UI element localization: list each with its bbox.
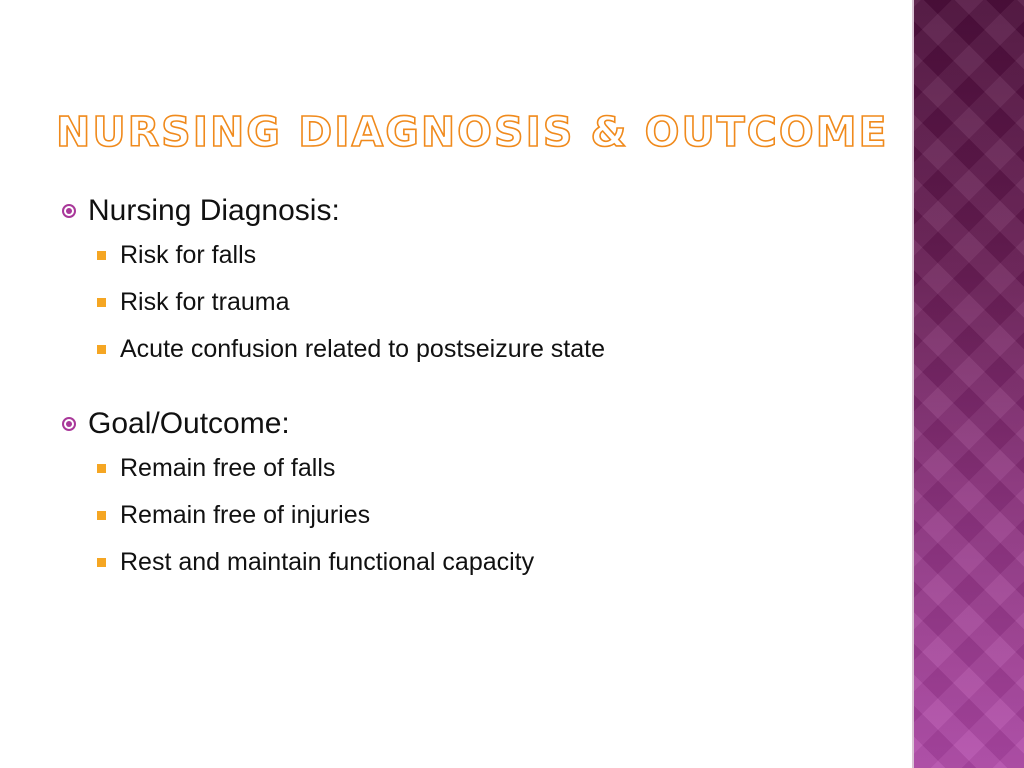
list-item — [62, 326, 902, 373]
list-item-text: Rest and maintain functional capacity — [120, 548, 535, 576]
square-bullet-icon — [97, 464, 106, 473]
section-heading: Nursing Diagnosis: — [88, 194, 340, 227]
list-item-text: Remain free of falls — [120, 454, 336, 482]
square-bullet-icon — [97, 511, 106, 520]
section-goal-outcome — [62, 403, 902, 586]
list-item — [62, 445, 902, 492]
square-bullet-icon — [97, 251, 106, 260]
list-item — [62, 492, 902, 539]
list-item — [62, 539, 902, 586]
sub-bullet-list — [62, 232, 902, 373]
list-item — [62, 279, 902, 326]
section-heading: Goal/Outcome: — [88, 407, 290, 440]
list-item-text: Risk for falls — [120, 241, 257, 269]
bullet-level1 — [62, 190, 902, 232]
list-item-text: Acute confusion related to postseizure state — [120, 335, 606, 363]
slide-title: NURSING DIAGNOSIS & OUTCOME — [56, 108, 889, 156]
section-nursing-diagnosis — [62, 190, 902, 373]
radio-bullet-icon — [62, 204, 76, 218]
list-item — [62, 232, 902, 279]
square-bullet-icon — [97, 558, 106, 567]
slide-content — [62, 190, 902, 616]
radio-bullet-icon — [62, 417, 76, 431]
list-item-text: Remain free of injuries — [120, 501, 371, 529]
sub-bullet-list — [62, 445, 902, 586]
square-bullet-icon — [97, 298, 106, 307]
decorative-side-band — [912, 0, 1024, 768]
bullet-level1 — [62, 403, 902, 445]
list-item-text: Risk for trauma — [120, 288, 290, 316]
square-bullet-icon — [97, 345, 106, 354]
